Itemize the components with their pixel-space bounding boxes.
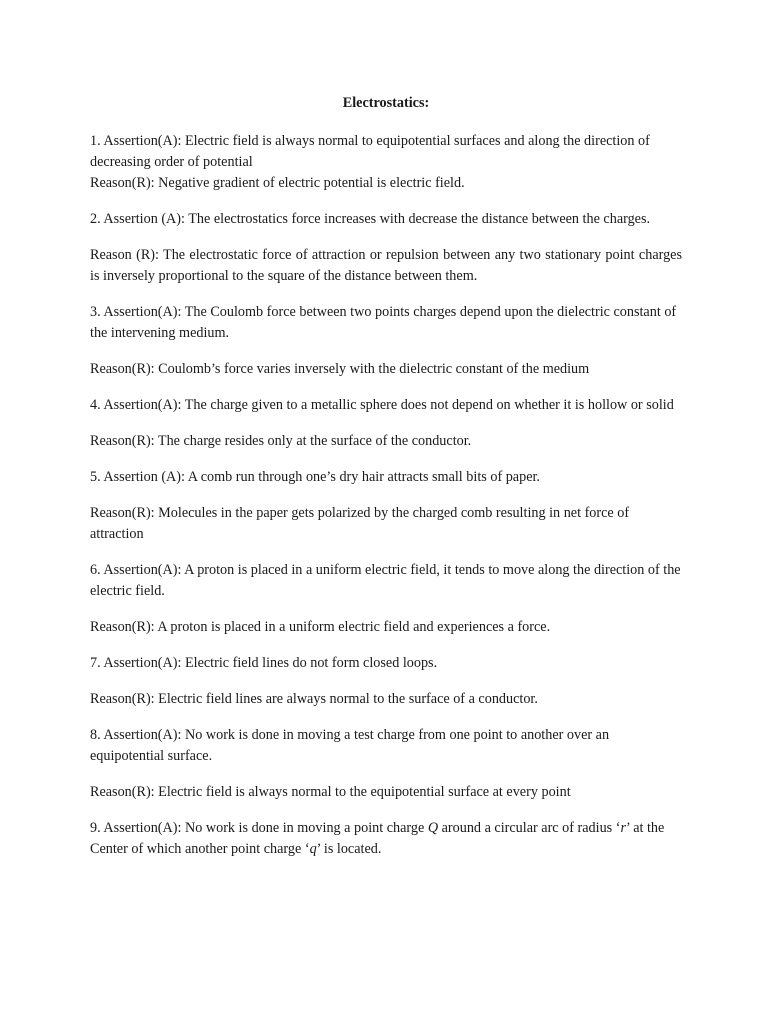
- assertion-1: 1. Assertion(A): Electric field is always normal to equipotential surfaces and along the direction of decreasing order of potential: [90, 133, 650, 170]
- document-page: [90, 93, 682, 875]
- assertion-3: 3. Assertion(A): The Coulomb force between two points charges depend upon the dielectric constant of the intervening medium.: [90, 304, 677, 341]
- assertion-9-text-d: ’ is located.: [316, 841, 382, 857]
- reason-8: Reason(R): Electric field is always normal to the equipotential surface at every point: [90, 784, 571, 800]
- assertion-7: 7. Assertion(A): Electric field lines do not form closed loops.: [90, 655, 438, 671]
- assertion-6: 6. Assertion(A): A proton is placed in a uniform electric field, it tends to move along the direction of the electric field.: [90, 562, 681, 599]
- reason-2: Reason (R): The electrostatic force of attraction or repulsion between any two stationary point charges is inversely proportional to the square of the distance between them.: [90, 247, 682, 284]
- assertion-8: 8. Assertion(A): No work is done in moving a test charge from one point to another over an equipotential surface.: [90, 727, 610, 764]
- document-title: Electrostatics:: [342, 95, 430, 111]
- symbol-q: q: [309, 841, 317, 857]
- assertion-5: 5. Assertion (A): A comb run through one’s dry hair attracts small bits of paper.: [90, 469, 540, 485]
- reason-5: Reason(R): Molecules in the paper gets polarized by the charged comb resulting in net force of attraction: [90, 505, 630, 542]
- reason-1: Reason(R): Negative gradient of electric potential is electric field.: [90, 175, 465, 191]
- assertion-4: 4. Assertion(A): The charge given to a metallic sphere does not depend on whether it is hollow or solid: [90, 397, 674, 413]
- assertion-9-text-a: 9. Assertion(A): No work is done in moving a point charge: [90, 820, 428, 836]
- question-1: [90, 131, 682, 194]
- symbol-r: r: [620, 820, 626, 836]
- reason-4: Reason(R): The charge resides only at the surface of the conductor.: [90, 433, 472, 449]
- assertion-9-text-b: around a circular arc of radius ‘: [438, 820, 621, 836]
- assertion-9: [90, 818, 682, 860]
- reason-7: Reason(R): Electric field lines are always normal to the surface of a conductor.: [90, 691, 538, 707]
- reason-3: Reason(R): Coulomb’s force varies inversely with the dielectric constant of the medium: [90, 361, 590, 377]
- assertion-9-text-c: ’ at the Center of which another point charge ‘: [90, 820, 665, 857]
- assertion-2: 2. Assertion (A): The electrostatics force increases with decrease the distance between the charges.: [90, 211, 651, 227]
- reason-6: Reason(R): A proton is placed in a uniform electric field and experiences a force.: [90, 619, 551, 635]
- symbol-Q: Q: [427, 820, 439, 836]
